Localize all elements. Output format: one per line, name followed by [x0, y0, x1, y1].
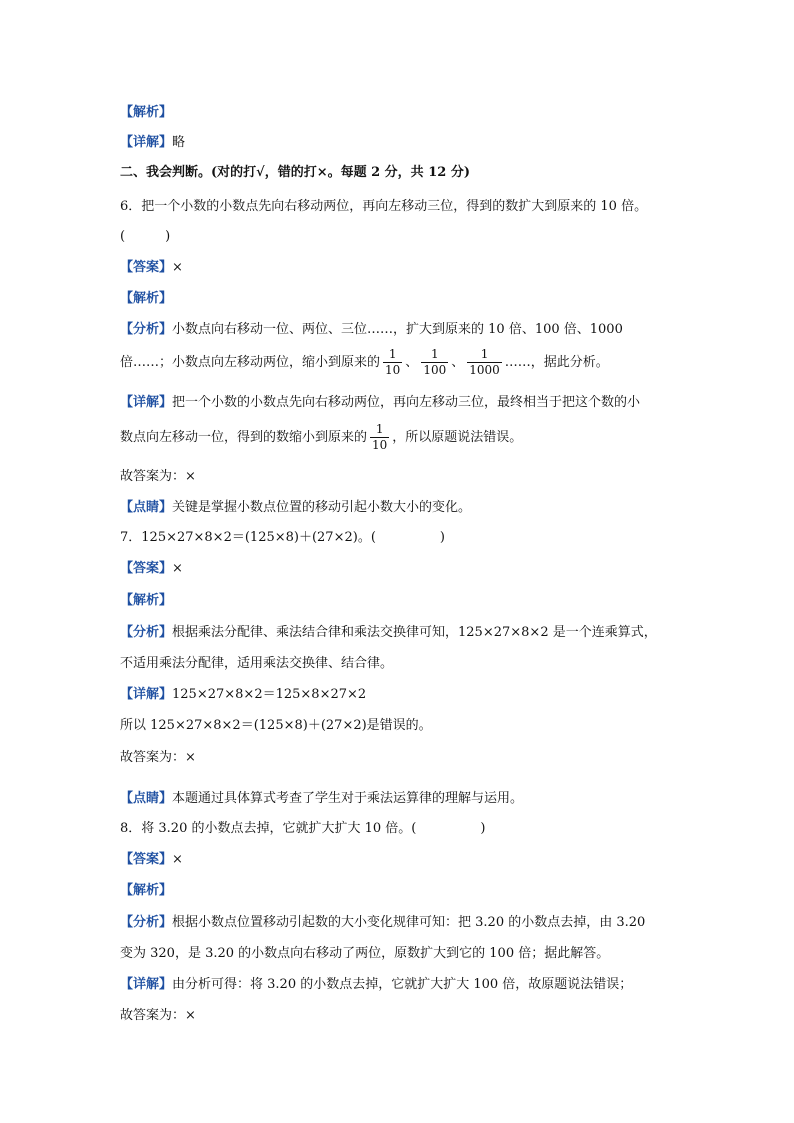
q7-question: 7．125×27×8×2＝(125×8)＋(27×2)。( ) [120, 530, 445, 545]
section-heading: 二、我会判断。(对的打√，错的打×。每题 2 分，共 12 分) [120, 165, 470, 180]
fraction-1-10-detail: $\frac{1}{10}$ [372, 422, 388, 452]
q6-detail-line1: 【详解】把一个小数的小数点先向右移动两位，再向左移动三位，最终相当于把这个数的小 [120, 395, 641, 410]
q6-comment: 【点睛】关键是掌握小数点位置的移动引起小数大小的变化。 [120, 500, 472, 515]
q7-analysis-line2: 不适用乘法分配律，适用乘法交换律、结合律。 [120, 656, 394, 671]
tag-fenxi: 【分析】 [120, 322, 173, 337]
q6-question: 6．把一个小数的小数点先向右移动两位，再向左移动三位，得到的数扩大到原来的 10 倍。 [120, 199, 648, 214]
tag-jiexi: 【解析】 [120, 105, 173, 120]
tag-dianjing: 【点睛】 [120, 500, 173, 515]
q7-detail-line2: 所以 125×27×8×2＝(125×8)＋(27×2)是错误的。 [120, 718, 432, 733]
q6-answer: 【答案】× [120, 260, 183, 275]
analysis-heading [120, 104, 172, 122]
q6-detail-line2: 数点向左移动一位，得到的数缩小到原来的 $\frac{1}{10}$ ，所以原题说法错误。 [120, 422, 523, 452]
q6-conclusion: 故答案为：× [120, 469, 196, 484]
detail-text: 略 [172, 135, 186, 150]
q8-question: 8．将 3.20 的小数点去掉，它就扩大扩大 10 倍。( ) [120, 821, 486, 836]
fraction-1-100: $\frac{1}{100}$ [423, 347, 447, 377]
q7-detail: 【详解】125×27×8×2＝125×8×27×2 [120, 687, 367, 702]
q6-jiexi: 【解析】 [120, 291, 173, 306]
fraction-1-10: $\frac{1}{10}$ [385, 347, 401, 377]
q8-answer: 【答案】× [120, 852, 183, 867]
q7-comment: 【点睛】本题通过具体算式考查了学生对于乘法运算律的理解与运用。 [120, 791, 524, 806]
q7-answer: 【答案】× [120, 561, 183, 576]
q7-conclusion: 故答案为：× [120, 750, 196, 765]
q7-analysis-line1: 【分析】根据乘法分配律、乘法结合律和乘法交换律可知，125×27×8×2 是一个连乘算式， [120, 625, 657, 640]
q8-detail: 【详解】由分析可得：将 3.20 的小数点去掉，它就扩大扩大 100 倍，故原题说法错误； [120, 977, 633, 992]
q8-jiexi: 【解析】 [120, 883, 173, 898]
fraction-1-1000: $\frac{1}{1000}$ [469, 347, 500, 377]
q8-analysis-line2: 变为 320，是 3.20 的小数点向右移动了两位，原数扩大到它的 100 倍；据此解答。 [120, 946, 610, 961]
q8-analysis-line1: 【分析】根据小数点位置移动引起数的大小变化规律可知：把 3.20 的小数点去掉，由 3.20 [120, 915, 646, 930]
q6-analysis-line2: 倍……；小数点向左移动两位，缩小到原来的 $\frac{1}{10}$ 、 $\frac{1}{100}$ 、 $\frac{1}{1000}$ ……，据此分析。 [120, 347, 609, 377]
tag-daan: 【答案】 [120, 260, 173, 275]
detail-line [120, 134, 185, 152]
tag-xiangjie: 【详解】 [120, 135, 173, 150]
q7-jiexi: 【解析】 [120, 593, 173, 608]
q6-answer-blank: ( ) [120, 229, 171, 244]
q6-analysis-line1: 【分析】小数点向右移动一位、两位、三位……，扩大到原来的 10 倍、100 倍、1000 [120, 322, 623, 337]
q8-conclusion: 故答案为：× [120, 1008, 196, 1023]
